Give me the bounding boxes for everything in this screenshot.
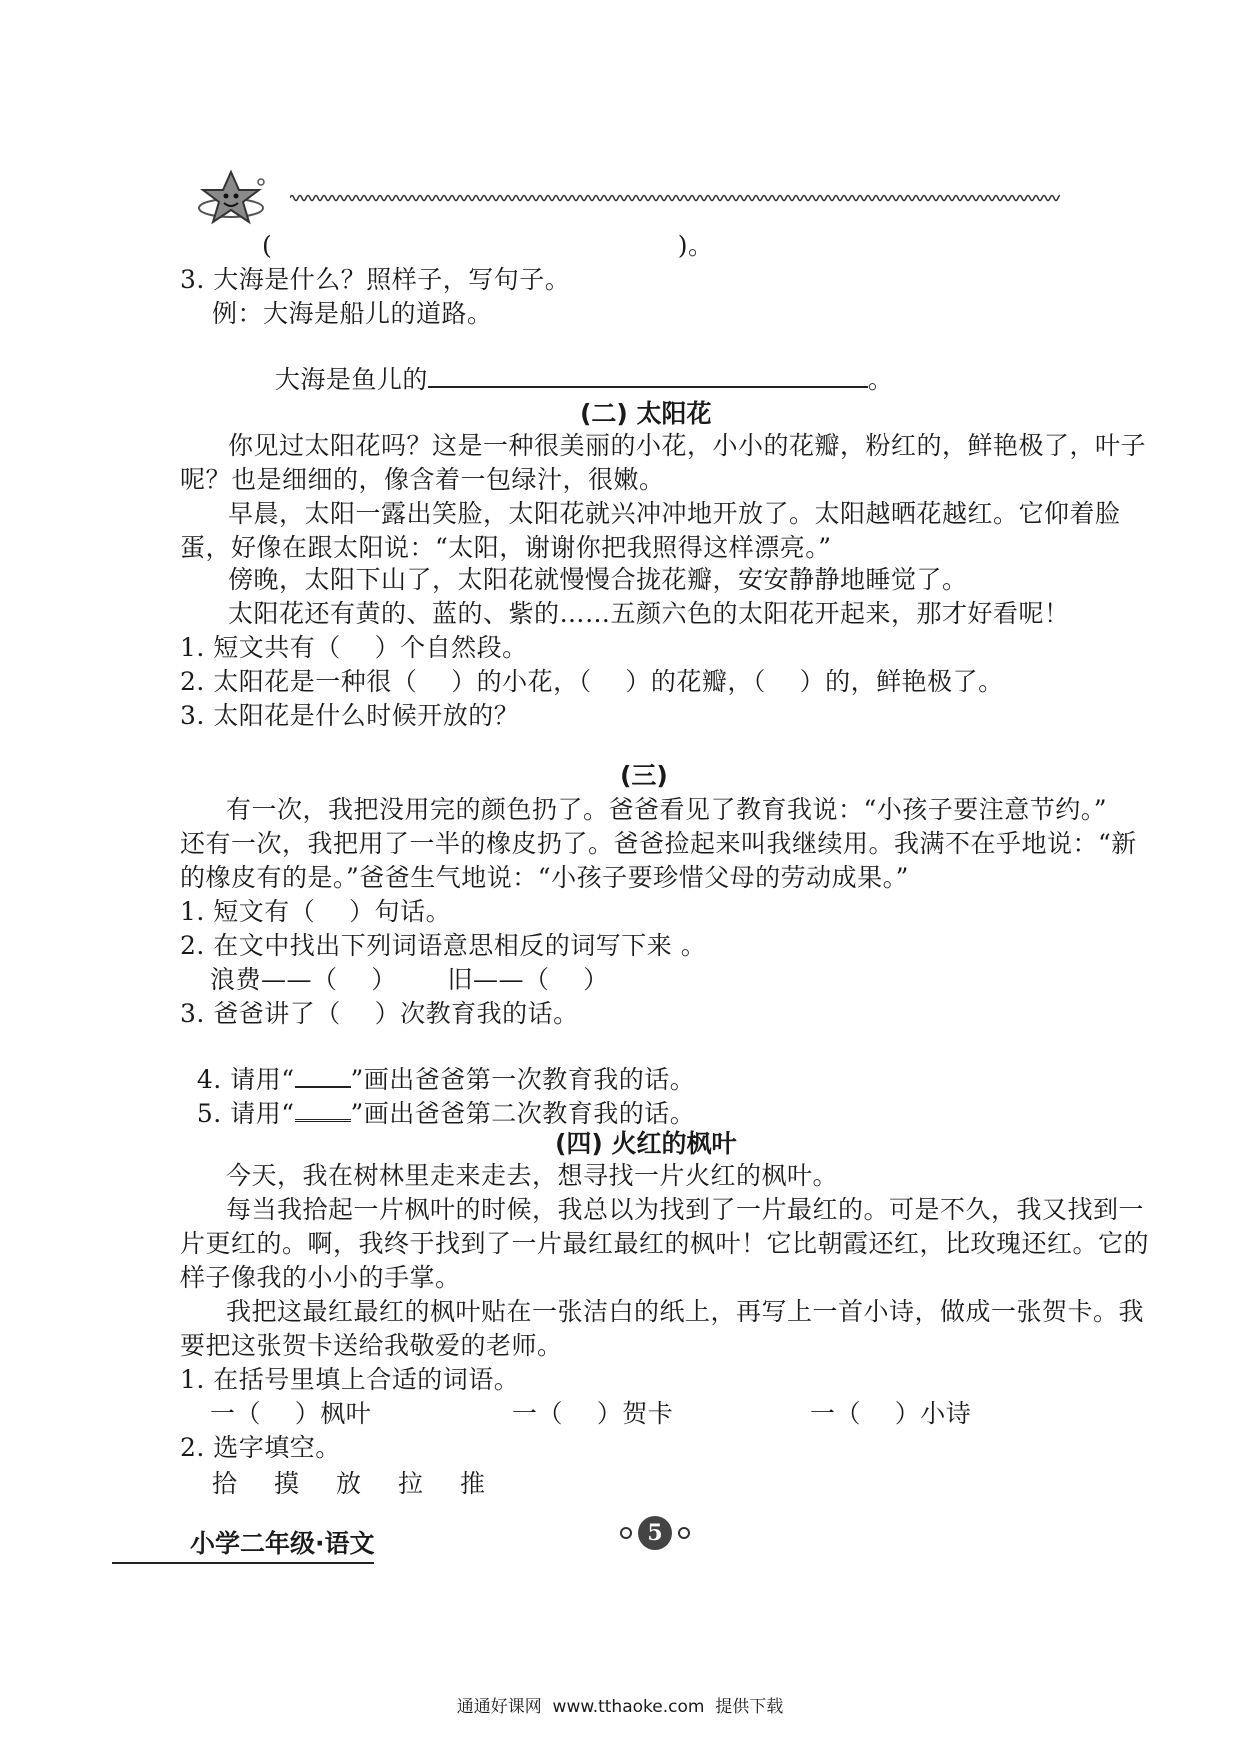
- paragraph-line: 太阳花还有黄的、蓝的、紫的……五颜六色的太阳花开起来，那才好看呢！: [228, 599, 1070, 628]
- star-mascot-icon: [195, 168, 275, 230]
- paragraph-line: 早晨，太阳一露出笑脸，太阳花就兴冲冲地开放了。太阳越晒花越红。它仰着脸: [228, 499, 1121, 528]
- question-line: 1. 短文共有（ ）个自然段。: [180, 633, 528, 662]
- antonym-line: 浪费——（ ） 旧——（ ）: [210, 965, 609, 994]
- question-line: [180, 1066, 695, 1130]
- ornament-dot: [678, 1527, 690, 1539]
- paragraph-line: 我把这最红最红的枫叶贴在一张洁白的纸上，再写上一首小诗，做成一张贺卡。我: [226, 1297, 1145, 1326]
- fill-prompt-text: 大海是鱼儿的: [274, 365, 428, 394]
- question-line: 3. 爸爸讲了（ ）次教育我的话。: [180, 999, 579, 1028]
- char-option: 放: [336, 1469, 362, 1498]
- question-4-head: 4. 请用“: [196, 1065, 295, 1094]
- question-line: 1. 在括号里填上合适的词语。: [180, 1365, 520, 1394]
- download-credit: 通通好课网 www.tthaoke.com 提供下载: [456, 1697, 784, 1717]
- fill-item: 一（ ）小诗: [810, 1399, 972, 1428]
- fill-item: 一（ ）贺卡: [512, 1399, 674, 1428]
- question-5-tail: ”画出爸爸第二次教育我的话。: [350, 1099, 696, 1128]
- ornament-dot: [620, 1527, 632, 1539]
- fill-item: 一（ ）枫叶: [210, 1399, 372, 1428]
- example-sentence: 例：大海是船儿的道路。: [212, 299, 493, 328]
- question-4-tail: ”画出爸爸第一次教育我的话。: [350, 1065, 696, 1094]
- paragraph-line: 你见过太阳花吗？这是一种很美丽的小花，小小的花瓣，粉红的，鲜艳极了，叶子: [228, 431, 1147, 460]
- question-line: 2. 太阳花是一种很（ ）的小花，（ ）的花瓣，（ ）的，鲜艳极了。: [180, 667, 1004, 696]
- section-title-3: (三): [620, 761, 668, 790]
- section-title-4: (四) 火红的枫叶: [555, 1129, 737, 1158]
- question-3: 3. 大海是什么？照样子，写句子。: [180, 265, 571, 294]
- char-option: 推: [460, 1469, 486, 1498]
- paragraph-line: 今天，我在树林里走来走去，想寻找一片火红的枫叶。: [226, 1161, 839, 1190]
- question-line: 1. 短文有（ ）句话。: [180, 897, 452, 926]
- paragraph-line: 要把这张贺卡送给我敬爱的老师。: [180, 1331, 563, 1360]
- footer-rule: [112, 1562, 374, 1564]
- question-line: 2. 在文中找出下列词语意思相反的词写下来 。: [180, 931, 707, 960]
- paragraph-line: 还有一次，我把用了一半的橡皮扔了。爸爸捡起来叫我继续用。我满不在乎地说：“新: [180, 829, 1137, 858]
- question-line: 3. 太阳花是什么时候开放的？: [180, 701, 520, 730]
- section-title-2: (二) 太阳花: [580, 399, 712, 428]
- paragraph-line: 样子像我的小小的手掌。: [180, 1263, 461, 1292]
- paragraph-line: 蛋，好像在跟太阳说：“太阳，谢谢你把我照得这样漂亮。”: [180, 533, 832, 562]
- paragraph-line: 有一次，我把没用完的颜色扔了。爸爸看见了教育我说：“小孩子要注意节约。”: [226, 795, 1108, 824]
- question-5-head: 5. 请用“: [196, 1099, 295, 1128]
- char-option: 摸: [274, 1469, 300, 1498]
- char-option: 拉: [398, 1469, 424, 1498]
- book-label: 小学二年级·语文: [190, 1529, 375, 1558]
- paragraph-line: 片更红的。啊，我终于找到了一片最红最红的枫叶！它比朝霞还红，比玫瑰还红。它的: [180, 1229, 1150, 1258]
- page-number-badge: [618, 1516, 698, 1556]
- fill-prompt-end: 。: [867, 365, 894, 394]
- page-number: 5: [638, 1516, 672, 1550]
- paragraph-line: 的橡皮有的是。”爸爸生气地说：“小孩子要珍惜父母的劳动成果。”: [180, 863, 909, 892]
- fill-prompt: [258, 332, 893, 396]
- answer-paren-line: ( )。: [262, 231, 714, 260]
- paragraph-line: 傍晚，太阳下山了，太阳花就慢慢合拢花瓣，安安静静地睡觉了。: [228, 565, 968, 594]
- char-option: 拾: [212, 1469, 238, 1498]
- paragraph-line: 呢？也是细细的，像含着一包绿汁，很嫩。: [180, 465, 665, 494]
- question-line: 2. 选字填空。: [180, 1433, 341, 1462]
- double-underline-sample: [295, 1103, 351, 1122]
- paragraph-line: 每当我拾起一片枫叶的时候，我总以为找到了一片最红的。可是不久，我又找到一: [226, 1195, 1145, 1224]
- wavy-divider: [290, 192, 1060, 204]
- answer-blank[interactable]: [428, 368, 868, 388]
